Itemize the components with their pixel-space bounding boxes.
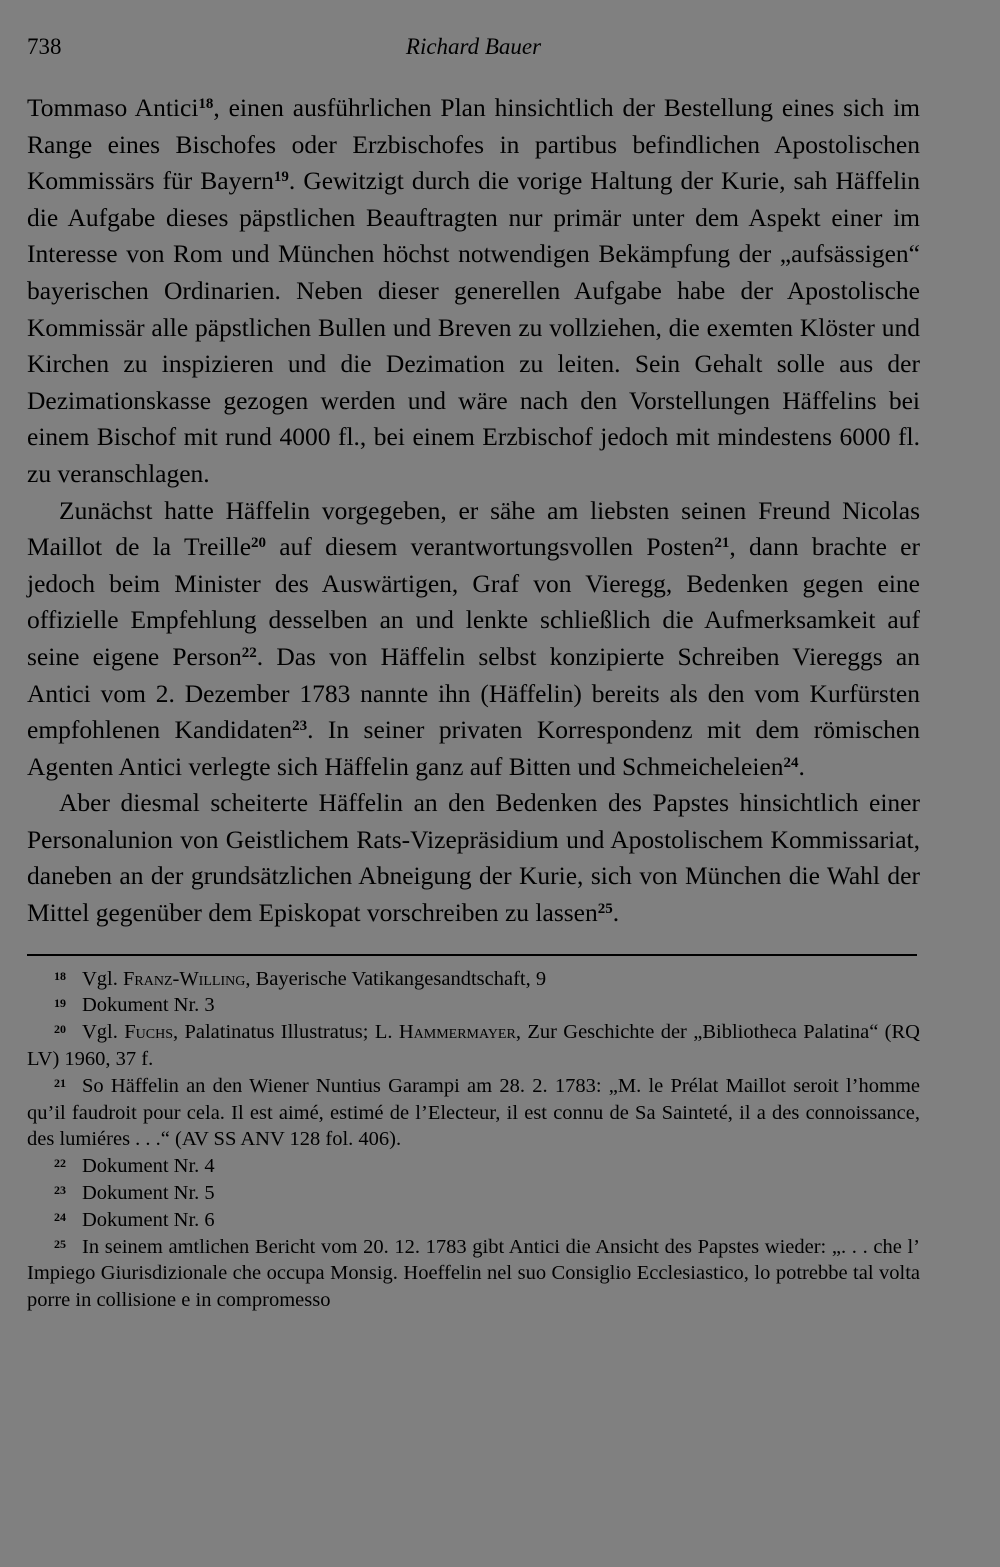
footnote-reference: 23 — [292, 717, 308, 734]
footnote-reference: 18 — [198, 95, 214, 112]
author-name: Hammermayer — [398, 1021, 516, 1044]
text-run: , dann brachte er jedoch beim Minister des Auswärtigen, Graf von Vieregg, Bedenken gegen eine offizielle Empfehlung desselben an und lenkte schließlich die Aufmerksamkeit auf seine eigene Person — [27, 532, 920, 671]
running-title: Richard Bauer — [405, 34, 542, 59]
text-run: Dokument Nr. 5 — [82, 1182, 215, 1205]
footnote: 21 So Häffelin an den Wiener Nuntius Garampi am 28. 2. 1783: „M. le Prélat Maillot seroit l’homme qu’il faudroit pour cela. Il est aimé, estimé de l’Electeur, il est connu de Sa Sainteté, il a des connoissance, des lumiéres . . .“ (AV SS ANV 128 fol. 406). — [27, 1074, 920, 1151]
paragraph — [27, 785, 920, 931]
paragraph — [27, 493, 920, 786]
text-run: . Gewitzigt durch die vorige Haltung der Kurie, sah Häffelin die Aufgabe dieses päpstlichen Beauftragten nur primär unter dem Aspekt einer im Interesse von Rom und München höchst notwendigen Bekämpfung der „aufsässigen“ bayerischen Ordinarien. Neben dieser generellen Aufgabe habe der Apostolische Kommissär alle päpstlichen Bullen und Breven zu vollziehen, die exemten Klöster und Kirchen zu inspizieren und die Dezimation zu leiten. Sein Gehalt solle aus der Dezimationskasse gezogen werden und wäre nach den Vorstellungen Häffelins bei einem Bischof mit rund 4000 fl., bei einem Erzbischof jedoch mit mindestens 6000 fl. zu veranschlagen. — [27, 166, 921, 488]
book-page — [27, 34, 920, 1314]
footnote: 25 In seinem amtlichen Bericht vom 20. 12. 1783 gibt Antici die Ansicht des Papstes wieder: „. . . che l’ Impiego Giurisdizionale che occupa Monsig. Hoeffelin nel suo Consiglio Ecclesiastico, lo potrebbe tal volta porre in collisione e in compromesso — [27, 1235, 920, 1312]
footnote-reference: 25 — [597, 900, 613, 917]
footnote: 24 Dokument Nr. 6 — [54, 1208, 215, 1231]
footnotes — [27, 966, 920, 1314]
footnote-rule — [27, 954, 917, 956]
footnote: 22 Dokument Nr. 4 — [54, 1155, 215, 1178]
footnote-reference: 20 — [251, 534, 267, 551]
text-run: So Häffelin an den Wiener Nuntius Garampi am 28. 2. 1783: „M. le Prélat Maillot seroit l’homme qu’il faudroit pour cela. Il est aimé, estimé de l’Electeur, il est connu de Sa Sainteté, il a des connoissance, des lumiéres . . .“ (AV SS ANV 128 fol. 406). — [27, 1074, 920, 1151]
text-run: Dokument Nr. 6 — [82, 1208, 215, 1231]
footnote-reference: 21 — [714, 534, 730, 551]
text-run: Vgl. — [82, 967, 123, 990]
body-text — [27, 90, 920, 932]
text-run: Dokument Nr. 3 — [82, 994, 215, 1017]
footnote: 19 Dokument Nr. 3 — [54, 994, 215, 1017]
footnote-reference: 22 — [241, 644, 257, 661]
footnote: 23 Dokument Nr. 5 — [54, 1182, 215, 1205]
author-name: Fuchs — [124, 1021, 173, 1044]
text-run: Aber diesmal scheiterte Häffelin an den Bedenken des Papstes hinsichtlich einer Personalunion von Geistlichem Rats-Vizepräsidium und Apostolischem Kommissariat, daneben an der grundsätzlichen Abneigung der Kurie, sich von München die Wahl der Mittel gegenüber dem Episkopat vorschreiben zu lassen — [27, 788, 920, 928]
author-name: Franz-Willing — [123, 967, 246, 990]
text-run: auf diesem verantwortungsvollen Posten — [266, 532, 715, 562]
text-run: Zunächst hatte Häffelin vorgegeben, er sähe am liebsten seinen Freund Nicolas Maillot de la Treille — [27, 495, 920, 562]
text-run: . Das von Häffelin selbst konzipierte Schreiben Viereggs an Antici vom 2. Dezember 1783 nannte ihn (Häffelin) bereits als den vom Kurfürsten empfohlenen Kandidaten — [27, 641, 920, 745]
text-run: . — [798, 751, 805, 781]
text-run: Tommaso Antici — [27, 93, 199, 122]
text-run: , einen ausführlichen Plan hinsichtlich der Bestellung eines sich im Range eines Bischofes oder Erzbischofes in partibus befindlichen Apostolischen Kommissärs für Bayern — [27, 93, 921, 196]
text-run: Dokument Nr. 4 — [82, 1155, 215, 1178]
text-run: Vgl. — [82, 1021, 125, 1044]
footnote-reference: 24 — [783, 754, 799, 771]
text-run: In seinem amtlichen Bericht vom 20. 12. 1783 gibt Antici die Ansicht des Papstes wieder: „. . . che l’ Impiego Giurisdizionale che occupa Monsig. Hoeffelin nel suo Consiglio Ecclesiastico, lo potrebbe tal volta porre in collisione e in compromesso — [27, 1235, 920, 1312]
text-run: . — [612, 898, 620, 928]
text-run: , Zur Geschichte der „Bibliotheca Palatina“ (RQ LV) 1960, 37 f. — [27, 1021, 920, 1071]
text-run: , Bayerische Vatikangesandtschaft, 9 — [245, 967, 547, 990]
page-number: 738 — [27, 34, 62, 59]
text-run: . In seiner privaten Korrespondenz mit dem römischen Agenten Antici verlegte sich Häffelin ganz auf Bitten und Schmeicheleien — [27, 715, 920, 781]
footnote-reference: 19 — [273, 168, 289, 185]
footnote: 20 Vgl. Fuchs, Palatinatus Illustratus; L. Hammermayer, Zur Geschichte der „Bibliotheca Palatina“ (RQ LV) 1960, 37 f. — [27, 1021, 920, 1071]
text-run: , Palatinatus Illustratus; L. — [172, 1021, 399, 1044]
running-head — [27, 34, 920, 66]
paragraph — [27, 90, 920, 493]
footnote: 18 Vgl. Franz-Willing, Bayerische Vatikangesandtschaft, 9 — [54, 967, 547, 990]
